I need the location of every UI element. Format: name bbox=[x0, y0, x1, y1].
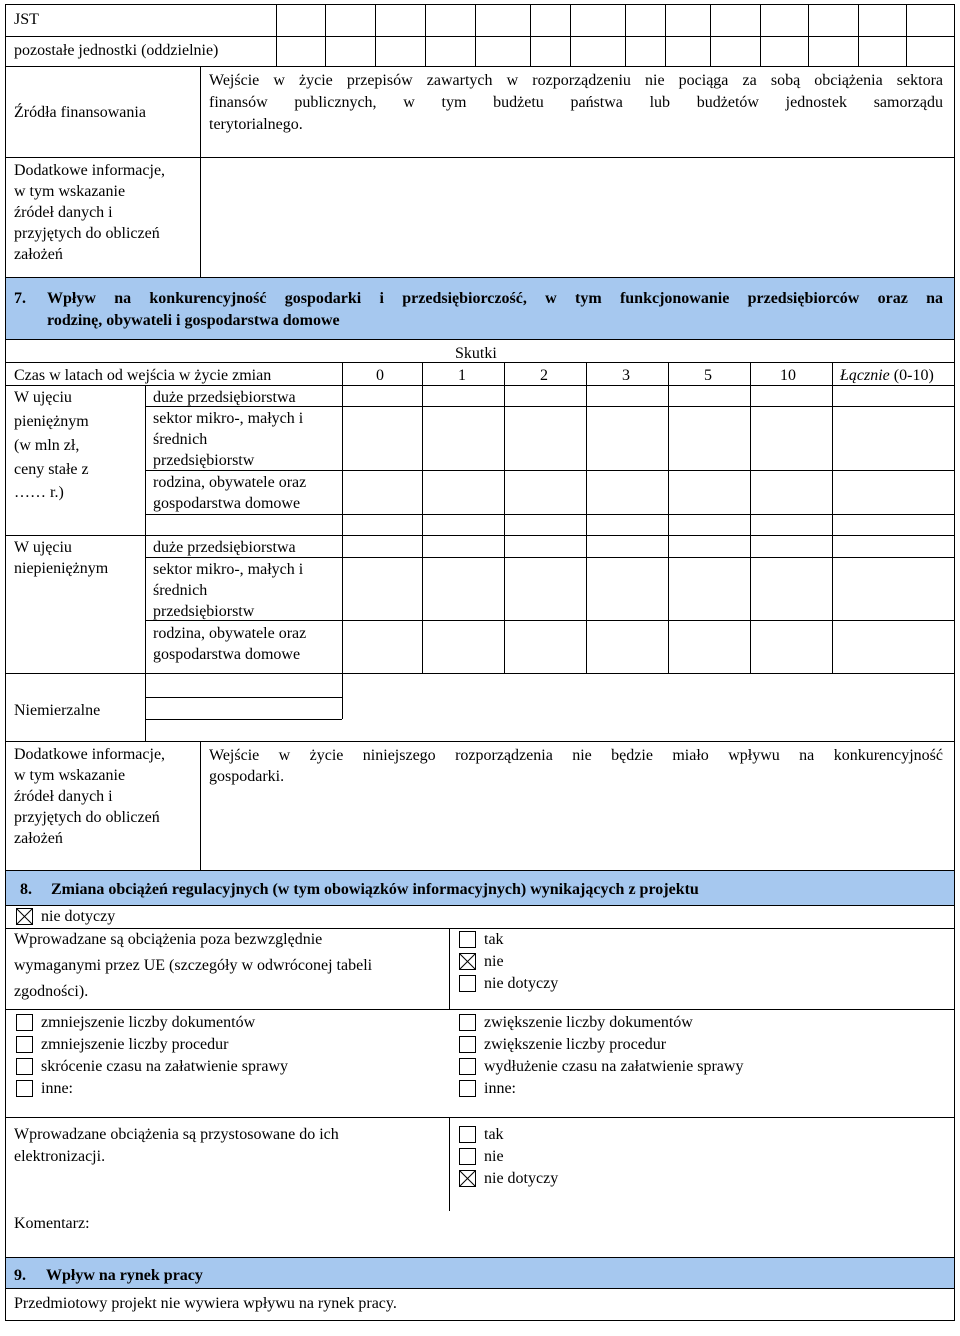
pozostale-jednostki-label: pozostałe jednostki (oddzielnie) bbox=[14, 42, 219, 59]
year-col-5: 5 bbox=[704, 367, 712, 384]
lacznie-header: Łącznie (0-10) bbox=[840, 367, 934, 384]
jst-label: JST bbox=[14, 11, 39, 28]
duze-przedsiebiorstwa-label: duże przedsiębiorstwa bbox=[153, 389, 296, 406]
zrodla-finansowania-label: Źródła finansowania bbox=[14, 104, 146, 121]
wydluzenie-czasu-checkbox[interactable] bbox=[459, 1058, 476, 1075]
year-col-0: 0 bbox=[376, 367, 384, 384]
q1-nie-label: nie bbox=[484, 953, 504, 970]
q2-tak-label: tak bbox=[484, 1126, 504, 1143]
nie-dotyczy-checkbox[interactable] bbox=[16, 908, 33, 925]
zmniejszenie-procedur-checkbox[interactable] bbox=[16, 1036, 33, 1053]
year-col-1: 1 bbox=[458, 367, 466, 384]
year-col-3: 3 bbox=[622, 367, 630, 384]
wydluzenie-czasu-label: wydłużenie czasu na załatwienie sprawy bbox=[484, 1058, 744, 1075]
inne-right-checkbox[interactable] bbox=[459, 1080, 476, 1097]
section-7-title-line2: rodzinę, obywateli i gospodarstwa domowe bbox=[47, 312, 340, 329]
section-8-title: Zmiana obciążeń regulacyjnych (w tym obowiązków informacyjnych) wynikających z projektu bbox=[51, 881, 699, 898]
zmniejszenie-dokumentow-checkbox[interactable] bbox=[16, 1014, 33, 1031]
section-9-title: Wpływ na rynek pracy bbox=[46, 1267, 203, 1284]
nie-dotyczy-label: nie dotyczy bbox=[41, 908, 116, 925]
zwiekszenie-dokumentow-checkbox[interactable] bbox=[459, 1014, 476, 1031]
zwiekszenie-dokumentow-label: zwiększenie liczby dokumentów bbox=[484, 1014, 693, 1031]
skrocenie-czasu-checkbox[interactable] bbox=[16, 1058, 33, 1075]
q1-nie-dotyczy-checkbox[interactable] bbox=[459, 975, 476, 992]
skutki-header: Skutki bbox=[455, 345, 497, 362]
year-col-2: 2 bbox=[540, 367, 548, 384]
niemierzalne-label: Niemierzalne bbox=[14, 702, 101, 719]
q1-nie-checkbox[interactable] bbox=[459, 953, 476, 970]
zmniejszenie-procedur-label: zmniejszenie liczby procedur bbox=[41, 1036, 229, 1053]
q1-tak-label: tak bbox=[484, 931, 504, 948]
q2-nie-dotyczy-checkbox[interactable] bbox=[459, 1170, 476, 1187]
section-8-number: 8. bbox=[20, 881, 32, 898]
inne-left-checkbox[interactable] bbox=[16, 1080, 33, 1097]
q1-nie-dotyczy-label: nie dotyczy bbox=[484, 975, 559, 992]
zwiekszenie-procedur-checkbox[interactable] bbox=[459, 1036, 476, 1053]
year-col-10: 10 bbox=[780, 367, 796, 384]
section-9-number: 9. bbox=[14, 1267, 26, 1284]
duze-przedsiebiorstwa-label-2: duże przedsiębiorstwa bbox=[153, 539, 296, 556]
section-7-number: 7. bbox=[14, 290, 26, 307]
skrocenie-czasu-label: skrócenie czasu na załatwienie sprawy bbox=[41, 1058, 288, 1075]
section-9-text: Przedmiotowy projekt nie wywiera wpływu na rynek pracy. bbox=[14, 1295, 397, 1312]
czas-w-latach-label: Czas w latach od wejścia w życie zmian bbox=[14, 367, 272, 384]
zmniejszenie-dokumentow-label: zmniejszenie liczby dokumentów bbox=[41, 1014, 256, 1031]
q1-tak-checkbox[interactable] bbox=[459, 931, 476, 948]
inne-left-label: inne: bbox=[41, 1080, 73, 1097]
q2-nie-checkbox[interactable] bbox=[459, 1148, 476, 1165]
inne-right-label: inne: bbox=[484, 1080, 516, 1097]
zwiekszenie-procedur-label: zwiększenie liczby procedur bbox=[484, 1036, 667, 1053]
q2-nie-dotyczy-label: nie dotyczy bbox=[484, 1170, 559, 1187]
q2-nie-label: nie bbox=[484, 1148, 504, 1165]
q2-tak-checkbox[interactable] bbox=[459, 1126, 476, 1143]
section-7-title-line1: Wpływ na konkurencyjność gospodarki i przedsiębiorczość, w tym funkcjonowanie przedsiębiorców oraz na bbox=[47, 290, 943, 307]
komentarz-label: Komentarz: bbox=[14, 1215, 90, 1232]
